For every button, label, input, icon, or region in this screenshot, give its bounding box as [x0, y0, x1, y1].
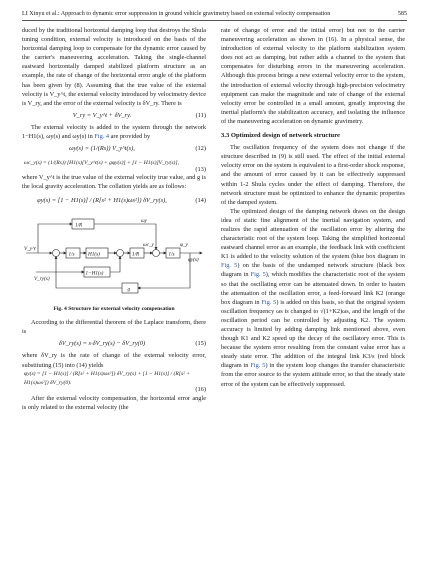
- paragraph-text: ), which modifies the characteristic root of the system so that the oscillating error can be attenuated down. In order to hasten the attenuation of the oscillation error, a feed-forward link K2 (orange box diagram in: [221, 271, 406, 306]
- equation-15: [22, 336, 206, 351]
- label-vry: V_ry(s): [34, 276, 50, 283]
- figure-link[interactable]: Fig. 5: [221, 262, 238, 270]
- equation-number: (12): [195, 145, 206, 153]
- label-1-over-s-left: 1/s: [68, 251, 75, 258]
- paragraph-text: ) on the basis of the undamped network structure (black box diagram in: [221, 262, 405, 279]
- equation-body: φy(s) = [1 − H1(s)] / (R[s² + H1(s)ωs²]) δV_ry(s),: [37, 197, 167, 205]
- figure-link[interactable]: Fig. 4: [94, 132, 110, 140]
- label-h1: H1(s): [88, 251, 100, 258]
- equation-body: ωy(s) = (1/(Rs)) V_y^t(s),: [69, 145, 135, 153]
- equation-14: [22, 191, 206, 210]
- paragraph: where V_y^t is the true value of the external velocity true value, and g is the local gravity acceleration. The collation yields are as follows:: [22, 174, 206, 191]
- equation-body: V_ry = V_y^t + δV_ry.: [72, 111, 132, 119]
- equation-16: [22, 370, 206, 394]
- equation-body: δV_ry(s) = s·δV_ry(s) − δV_ry(0): [58, 340, 146, 348]
- paragraph: [22, 123, 206, 141]
- right-column: [221, 26, 405, 389]
- left-column: [22, 26, 206, 412]
- running-header: [22, 8, 407, 21]
- equation-number: (16): [195, 385, 206, 393]
- label-vy: V_y^t: [24, 246, 36, 253]
- paragraph: duced by the traditional horizontal damping loop that destroys the Shula tuning condition, external velocity is introduced on the basis of the horizontal damping loop to compensate for the dynamic error caused by the carrier's maneuvering acceleration. Taking the single-channel eastward horizontally damped stabilized platform structure as an example, the rate of change of the horizontal error angle of the platform has been given by (8). Assuming that the true value of the external velocity is V_y^t, the external velocity introduced by velocimetry device is V_ry, and the error of the external velocity is δV_ry. There is: [22, 27, 206, 107]
- equation-number: (11): [195, 111, 206, 119]
- equation-number: (15): [195, 340, 206, 348]
- paragraph: According to the differential theorem of the Laplace transform, there is: [22, 319, 206, 336]
- section-heading: 3.3 Optimized design of network structure: [221, 132, 340, 140]
- equation-11: [22, 108, 206, 123]
- equation-number: (14): [195, 197, 206, 205]
- figure-4-caption: Fig. 4 Structure for external velocity compensation: [53, 306, 175, 313]
- figure-4-diagram: [22, 213, 206, 303]
- paragraph-text: ) in the system loop changes the transfer characteristic from the error source to the system attitude error, so that the steady state error of the system can be effectively suppressed.: [221, 362, 406, 388]
- equation-13: [22, 156, 206, 173]
- label-1-over-r-mid: 1/R: [132, 251, 140, 258]
- paragraph: [221, 207, 405, 389]
- equation-body: ωc_y(s) = (1/(Rs)) [H1(s)[V_y^t(s) + gφy(s)] + [1 − H1(s)]V_ry(s)],: [24, 160, 179, 167]
- equation-12: [22, 141, 206, 156]
- figure-link[interactable]: Fig. 5: [250, 362, 266, 370]
- running-title: LI Xinyu et al.: Approach to dynamic error suppression in ground vehicle gravimetry based on external velocity compensation: [22, 11, 331, 17]
- equation-number: (13): [195, 166, 206, 174]
- label-omega-y: ωy: [141, 218, 147, 225]
- label-1-minus-h1: 1−H1(s): [85, 270, 104, 277]
- paragraph: rate of change of error and the initial error) but not to the carrier maneuvering acceleration as shown in (16). In a physical sense, the introduction of external velocity to the platform stabilization system does not act as damping, but rather adds a channel to the system that compensates for disturbing errors in the maneuvering acceleration. Although this process brings a new external velocity error to the system, the introduction of external velocity through high-precision velocimetry equipment can make the magnitude and rate of change of the external velocity error be controlled in a small amount, greatly improving the inertial platform's the stabilization accuracy, and isolating the influence of the maneuvering acceleration on dynamic gravimetry.: [221, 27, 405, 125]
- figure-link[interactable]: Fig. 5: [261, 298, 277, 306]
- paragraph-text: The optimized design of the damping network draws on the design idea of static fine alignment of the inertial navigation system, and realizes the rapid attenuation of the oscillation error by altering the characteristic root of the system loop. Taking the simplified horizontal eastward channel error as an example, the feedback link with coefficient K1 is added to the velocity solution of the system (blue box diagram in: [221, 207, 405, 261]
- label-omega-c: ωc_y: [143, 242, 154, 249]
- paragraph: where δV_ry is the rate of change of the external velocity error, substituting (15) into (14) yields: [22, 352, 206, 369]
- equation-body: φy(s) = [1 − H1(s)] / (R[s² + H1(s)ωs²]) δV_ry(s) + [1 − H1(s)] / (R[s² + H1(s)ωs²]) δV_ry(0).: [24, 370, 190, 386]
- label-1-over-r-top: 1/R: [75, 222, 83, 229]
- sum-junction-mid: [117, 250, 124, 257]
- label-g: g: [127, 286, 131, 293]
- paragraph-text: are provided by: [109, 132, 151, 140]
- paragraph-text: The external velocity is added to the system through the network 1−H1(s), ωy(s) and ωy(s) in: [22, 123, 206, 140]
- paragraph: After the external velocity compensation, the horizontal error angle is only related to the external velocity (the: [22, 394, 206, 411]
- paragraph-text: ) is added on this basis, so that the original system oscillation frequency ωs is changed to √(1+K2)ωs, and the length of the oscillation period can be controlled by adjusting K2. The system accuracy is limited by adding damping link mentioned above, even though K1 and K2 speed up the decay of the oscillatory error. This is because the system error resulting from the constant value error has a steady state error. The addition of the integral link K3/s (red block diagram in: [221, 298, 406, 370]
- sum-junction-left: [53, 250, 60, 257]
- label-1-over-s-right: 1/s: [168, 251, 175, 258]
- figure-link[interactable]: Fig. 5: [250, 271, 266, 279]
- page-number: 585: [397, 11, 407, 17]
- sum-junction-right: [153, 250, 160, 257]
- block-diagram: [22, 213, 206, 303]
- label-phi-in: φ_y: [180, 242, 188, 249]
- label-phi-out: φy(s): [188, 257, 199, 264]
- paragraph: The oscillation frequency of the system does not change if the structure described in (9) is still used. The effect of the initial external velocity error on the system is equivalent to a first-order shock response, and the amount of error caused by it can be effectively suppressed within 1-2 Shula cycles under the effect of damping. Therefore, the network structure must be optimized to enhance the dynamic properties of the damped system.: [221, 144, 405, 206]
